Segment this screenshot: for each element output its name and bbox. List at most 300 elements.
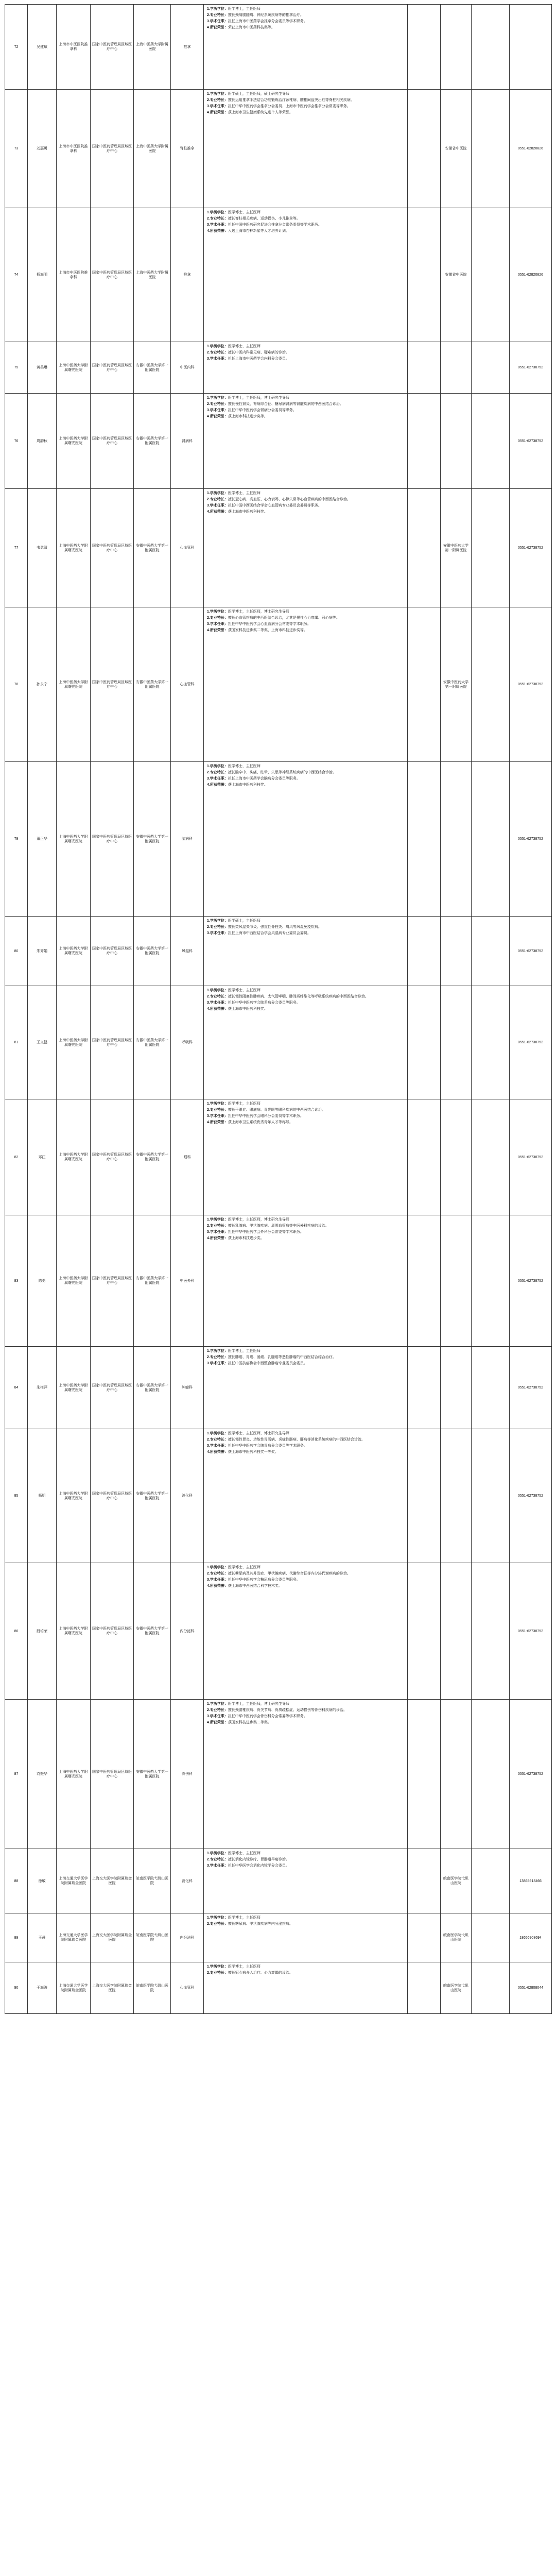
expert-name: 黄美琳: [28, 342, 57, 394]
host-hospital: 安徽中医药大学第一附属医院: [134, 1563, 171, 1700]
intro-line-key: 2.专业特长：: [207, 1224, 228, 1228]
intro-line-key: 1.学历学位：: [207, 1965, 228, 1969]
intro-line-value: 获上海市中医药科技奖。: [228, 783, 268, 787]
intro-line-key: 1.学历学位：: [207, 1432, 228, 1435]
visit-address: [472, 1700, 510, 1849]
intro-line-key: 3.学术任职：: [207, 1578, 228, 1582]
intro-line-value: 担任中华中医药学会眼科分会委员等学术职务。: [228, 1114, 304, 1118]
intro-line-value: 擅长颈肩腰腿痛、神经系统疾病等的推拿治疗。: [228, 13, 304, 17]
visit-place: 安徽中医药大学第一附属医院: [441, 607, 472, 762]
visit-time: [408, 342, 441, 394]
contact-phone: 0551-62808044: [510, 1962, 552, 2014]
intro-line: [207, 1851, 404, 1856]
table-row: [5, 342, 552, 394]
intro-line: [207, 1720, 404, 1725]
intro-line-key: 1.学历学位：: [207, 1218, 228, 1222]
expert-department: 上海交通大学医学院附属瑞金医院: [57, 1913, 91, 1962]
visit-time: [408, 1563, 441, 1700]
dispatch-unit: 国家中医药管理局区域医疗中心: [91, 1700, 134, 1849]
intro-line: [207, 1708, 404, 1713]
intro-line: [207, 13, 404, 18]
visit-time: [408, 1913, 441, 1962]
host-hospital: 上海中医药大学附属医院: [134, 90, 171, 208]
visit-place: 安徽省中医院: [441, 90, 472, 208]
row-number: 78: [5, 607, 28, 762]
intro-line-value: 医学博士，主任医师: [228, 1852, 260, 1855]
dispatch-unit: 国家中医药管理局区域医疗中心: [91, 607, 134, 762]
intro-line-value: 担任中华中医药学会推拿分会委员、上海市中医药学会推拿分会常委等职务。: [228, 105, 351, 108]
intro-line: [207, 98, 404, 103]
expert-department: 上海市中医医院推拿科: [57, 208, 91, 342]
intro-line: [207, 919, 404, 923]
intro-line-value: 擅长脊柱相关疾病、运动损伤、小儿推拿等。: [228, 217, 300, 221]
intro-line-key: 4.所获荣誉：: [207, 1236, 228, 1240]
intro-line-key: 3.学术任职：: [207, 931, 228, 935]
intro-line-value: 医学博士，主任医师: [228, 1349, 260, 1353]
expert-name: 陈勇: [28, 1215, 57, 1347]
expert-table: [5, 4, 552, 2014]
visit-address: [472, 1849, 510, 1913]
intro-line-value: 医学博士，主任医师: [228, 345, 260, 348]
specialty: 心血管科: [171, 1962, 204, 2014]
intro-line-key: 2.专业特长：: [207, 925, 228, 929]
dispatch-unit: 国家中医药管理局区域医疗中心: [91, 1215, 134, 1347]
intro-line-value: 医学硕士，主任医师: [228, 919, 260, 923]
table-row: [5, 90, 552, 208]
intro-line-value: 擅长消化内镜诊疗、胃肠道早癌诊治。: [228, 1858, 289, 1861]
intro-line-key: 2.专业特长：: [207, 13, 228, 17]
row-number: 84: [5, 1347, 28, 1429]
visit-time: [408, 917, 441, 986]
intro-line: [207, 931, 404, 936]
dispatch-unit: 国家中医药管理局区域医疗中心: [91, 5, 134, 90]
intro-line-key: 4.所获荣誉：: [207, 415, 228, 418]
expert-name: 朱梅萍: [28, 1347, 57, 1429]
intro-line: [207, 503, 404, 508]
intro-line-key: 2.专业特长：: [207, 498, 228, 501]
specialty: 中医外科: [171, 1215, 204, 1347]
intro-line: [207, 1971, 404, 1975]
intro-line: [207, 925, 404, 929]
visit-address: [472, 1962, 510, 2014]
intro-line: [207, 491, 404, 496]
host-hospital: 安徽中医药大学第一附属医院: [134, 1700, 171, 1849]
intro-line-value: 担任中国中医药研究促进会推拿分会常务委员等学术职务。: [228, 223, 322, 227]
intro-line: [207, 628, 404, 633]
expert-name: 王文健: [28, 986, 57, 1099]
contact-phone: 0551-62738752: [510, 917, 552, 986]
visit-time: [408, 986, 441, 1099]
visit-address: [472, 1429, 510, 1563]
intro-line: [207, 216, 404, 221]
table-row: [5, 762, 552, 917]
expert-intro: [204, 90, 408, 208]
intro-line-key: 3.学术任职：: [207, 1444, 228, 1448]
intro-line-value: 擅长乳腺病、甲状腺疾病、周围血管病等中医外科疾病的诊治。: [228, 1224, 329, 1228]
intro-line: [207, 1120, 404, 1125]
visit-time: [408, 90, 441, 208]
row-number: 90: [5, 1962, 28, 2014]
intro-line-value: 医学博士，主任医师: [228, 765, 260, 768]
intro-line-key: 1.学历学位：: [207, 1566, 228, 1569]
specialty: 内分泌科: [171, 1913, 204, 1962]
expert-department: 上海中医药大学附属曙光医院: [57, 1429, 91, 1563]
specialty: 脑病科: [171, 762, 204, 917]
visit-place: [441, 986, 472, 1099]
intro-line-value: 获上海市科技进步奖。: [228, 1236, 264, 1240]
visit-address: [472, 917, 510, 986]
expert-name: 袁振华: [28, 1700, 57, 1849]
expert-intro: [204, 394, 408, 489]
intro-line-key: 4.所获荣誉：: [207, 111, 228, 114]
intro-line: [207, 1224, 404, 1228]
visit-place: [441, 762, 472, 917]
dispatch-unit: 国家中医药管理局区域医疗中心: [91, 1099, 134, 1215]
expert-table-body: [5, 5, 552, 2014]
intro-line-value: 入选上海市杏林新星等人才培养计划。: [228, 229, 289, 233]
intro-line-key: 3.学术任职：: [207, 409, 228, 412]
intro-line-key: 2.专业特长：: [207, 217, 228, 221]
table-row: [5, 1099, 552, 1215]
expert-name: 吴建斌: [28, 5, 57, 90]
expert-intro: [204, 1429, 408, 1563]
intro-line: [207, 408, 404, 413]
intro-line-value: 医学博士，主任医师: [228, 1965, 260, 1969]
intro-line: [207, 994, 404, 999]
expert-name: 邓江: [28, 1099, 57, 1215]
intro-line: [207, 223, 404, 227]
intro-line-value: 医学博士，主任医师: [228, 1566, 260, 1569]
visit-time: [408, 1700, 441, 1849]
expert-intro: [204, 607, 408, 762]
host-hospital: 皖南医学院弋矶山医院: [134, 1962, 171, 2014]
expert-name: 刘惠勇: [28, 90, 57, 208]
intro-line: [207, 988, 404, 993]
intro-line-value: 担任上海市中医药学会内科分会委员。: [228, 357, 289, 361]
dispatch-unit: 国家中医药管理局区域医疗中心: [91, 208, 134, 342]
intro-line-value: 担任上海市中医药学会推拿分会委员等学术职务。: [228, 20, 307, 23]
intro-line: [207, 1108, 404, 1112]
intro-line-key: 1.学历学位：: [207, 1349, 228, 1353]
intro-line-key: 1.学历学位：: [207, 211, 228, 214]
contact-phone: 0551-62738752: [510, 986, 552, 1099]
intro-line-value: 擅长糖尿病及其并发症、甲状腺疾病、代谢综合征等内分泌代谢疾病的诊治。: [228, 1572, 351, 1575]
intro-line-value: 获上海市中医药科技奖。: [228, 1007, 268, 1011]
row-number: 81: [5, 986, 28, 1099]
intro-line-key: 1.学历学位：: [207, 919, 228, 923]
intro-line-key: 3.学术任职：: [207, 357, 228, 361]
visit-address: [472, 1215, 510, 1347]
intro-line-key: 2.专业特长：: [207, 771, 228, 774]
expert-intro: [204, 1849, 408, 1913]
intro-line-key: 3.学术任职：: [207, 622, 228, 626]
expert-department: 上海中医药大学附属曙光医院: [57, 1215, 91, 1347]
intro-line-key: 2.专业特长：: [207, 1858, 228, 1861]
intro-line-value: 擅长慢性肾炎、肾病综合征、糖尿病肾病等肾脏疾病的中西医结合诊治。: [228, 402, 343, 406]
visit-address: [472, 986, 510, 1099]
expert-name: 王晨: [28, 1913, 57, 1962]
visit-place: [441, 917, 472, 986]
intro-line: [207, 1565, 404, 1570]
expert-name: 殷培荣: [28, 1563, 57, 1700]
intro-line-key: 1.学历学位：: [207, 345, 228, 348]
expert-department: 上海中医药大学附属曙光医院: [57, 1700, 91, 1849]
visit-place: 安徽省中医院: [441, 208, 472, 342]
intro-line: [207, 1578, 404, 1582]
intro-line-key: 4.所获荣誉：: [207, 1450, 228, 1454]
contact-phone: 0551-62738752: [510, 1700, 552, 1849]
intro-line: [207, 1444, 404, 1448]
intro-line: [207, 350, 404, 355]
intro-line-value: 擅长糖尿病、甲状腺疾病等内分泌疾病。: [228, 1922, 293, 1926]
expert-name: 周韵秋: [28, 394, 57, 489]
expert-intro: [204, 1563, 408, 1700]
dispatch-unit: 国家中医药管理局区域医疗中心: [91, 342, 134, 394]
intro-line-key: 4.所获荣誉：: [207, 510, 228, 514]
intro-line-key: 2.专业特长：: [207, 98, 228, 102]
intro-line-key: 2.专业特长：: [207, 351, 228, 354]
expert-table-document: [5, 4, 551, 2014]
intro-line-key: 4.所获荣誉：: [207, 26, 228, 29]
expert-intro: [204, 5, 408, 90]
specialty: 脊柱推拿: [171, 90, 204, 208]
visit-time: [408, 208, 441, 342]
contact-phone: 0551-62738752: [510, 607, 552, 762]
expert-department: 上海中医药大学附属曙光医院: [57, 394, 91, 489]
row-number: 80: [5, 917, 28, 986]
row-number: 86: [5, 1563, 28, 1700]
expert-name: 于海涛: [28, 1962, 57, 2014]
row-number: 75: [5, 342, 28, 394]
intro-line-value: 医学硕士，主任医师，硕士研究生导师: [228, 92, 289, 96]
contact-phone: 0551-62738752: [510, 489, 552, 607]
specialty: 心血管科: [171, 607, 204, 762]
visit-time: [408, 394, 441, 489]
expert-intro: [204, 342, 408, 394]
specialty: 眼科: [171, 1099, 204, 1215]
row-number: 77: [5, 489, 28, 607]
intro-line-value: 医学博士，主任医师: [228, 989, 260, 992]
intro-line-key: 1.学历学位：: [207, 1852, 228, 1855]
intro-line-value: 擅长冠心病介入治疗、心力衰竭的诊治。: [228, 1971, 293, 1975]
specialty: 内分泌科: [171, 1563, 204, 1700]
intro-line: [207, 414, 404, 419]
visit-place: [441, 1099, 472, 1215]
contact-phone: 0551-62738752: [510, 1215, 552, 1347]
visit-time: [408, 1849, 441, 1913]
row-number: 83: [5, 1215, 28, 1347]
host-hospital: 安徽中医药大学第一附属医院: [134, 986, 171, 1099]
table-row: [5, 208, 552, 342]
intro-line-key: 1.学历学位：: [207, 396, 228, 400]
intro-line: [207, 510, 404, 514]
intro-line-value: 擅长心血管疾病的中西医结合诊治，尤其是慢性心力衰竭、冠心病等。: [228, 616, 340, 620]
intro-line-value: 擅长慢性阻塞性肺疾病、支气管哮喘、肺间质纤维化等呼吸系统疾病的中西医结合诊治。: [228, 995, 369, 998]
intro-line: [207, 1431, 404, 1436]
intro-line: [207, 1001, 404, 1005]
dispatch-unit: 国家中医药管理局区域医疗中心: [91, 1347, 134, 1429]
expert-department: 上海市中医医院推拿科: [57, 90, 91, 208]
expert-department: 上海中医药大学附属曙光医院: [57, 1347, 91, 1429]
intro-line-value: 担任中华中医药学会肾病分会委员等职务。: [228, 409, 297, 412]
intro-line: [207, 622, 404, 626]
host-hospital: 安徽中医药大学第一附属医院: [134, 394, 171, 489]
host-hospital: 安徽中医药大学第一附属医院: [134, 917, 171, 986]
intro-line: [207, 1584, 404, 1588]
expert-department: 上海市中医医院推拿科: [57, 5, 91, 90]
intro-line-value: 擅长慢性胃炎、功能性胃肠病、炎症性肠病、肝病等消化系统疾病的中西医结合诊治。: [228, 1438, 365, 1442]
visit-time: [408, 1215, 441, 1347]
intro-line: [207, 1857, 404, 1862]
intro-line: [207, 1236, 404, 1241]
table-row: [5, 1347, 552, 1429]
intro-line-value: 担任中华中医药学会脾胃病分会委员等学术职务。: [228, 1444, 307, 1448]
intro-line: [207, 25, 404, 30]
intro-line-value: 获上海市科技进步奖等。: [228, 415, 268, 418]
intro-line-key: 3.学术任职：: [207, 223, 228, 227]
intro-line: [207, 1702, 404, 1706]
table-row: [5, 1215, 552, 1347]
host-hospital: 安徽中医药大学第一附属医院: [134, 342, 171, 394]
intro-line: [207, 1361, 404, 1366]
specialty: 肿瘤科: [171, 1347, 204, 1429]
intro-line-value: 担任中华中医药学会糖尿病分会委员等职务。: [228, 1578, 300, 1582]
visit-address: [472, 762, 510, 917]
dispatch-unit: 国家中医药管理局区域医疗中心: [91, 1429, 134, 1563]
intro-line: [207, 1437, 404, 1442]
table-row: [5, 1429, 552, 1563]
dispatch-unit: 国家中医药管理局区域医疗中心: [91, 762, 134, 917]
table-row: [5, 917, 552, 986]
specialty: 推拿: [171, 208, 204, 342]
intro-line-value: 担任中国中西医结合学会心血管病专业委员会委员等职务。: [228, 504, 322, 507]
visit-address: [472, 394, 510, 489]
intro-line-key: 2.专业特长：: [207, 402, 228, 406]
row-number: 85: [5, 1429, 28, 1563]
table-row: [5, 1913, 552, 1962]
host-hospital: 安徽中医药大学第一附属医院: [134, 1099, 171, 1215]
table-row: [5, 1849, 552, 1913]
intro-line: [207, 616, 404, 620]
expert-department: 上海中医药大学附属曙光医院: [57, 1099, 91, 1215]
visit-time: [408, 5, 441, 90]
intro-line-value: 医学博士，主任医师，博士研究生导师: [228, 1218, 289, 1222]
visit-address: [472, 342, 510, 394]
intro-line-value: 医学博士，主任医师: [228, 7, 260, 11]
table-row: [5, 489, 552, 607]
specialty: 骨伤科: [171, 1700, 204, 1849]
contact-phone: 0551-62738752: [510, 1099, 552, 1215]
intro-line-key: 1.学历学位：: [207, 989, 228, 992]
expert-department: 上海交通大学医学院附属瑞金医院: [57, 1849, 91, 1913]
intro-line: [207, 1101, 404, 1106]
contact-phone: 18656908694: [510, 1913, 552, 1962]
visit-place: 皖南医学院弋矶山医院: [441, 1849, 472, 1913]
intro-line-key: 3.学术任职：: [207, 1715, 228, 1718]
specialty: 消化科: [171, 1849, 204, 1913]
expert-name: 朱秀娟: [28, 917, 57, 986]
specialty: 呼吸科: [171, 986, 204, 1099]
intro-line-key: 3.学术任职：: [207, 1114, 228, 1118]
dispatch-unit: 国家中医药管理局区域医疗中心: [91, 489, 134, 607]
intro-line: [207, 497, 404, 502]
intro-line-value: 擅长冠心病、高血压、心力衰竭、心律失常等心血管疾病的中西医结合诊治。: [228, 498, 351, 501]
intro-line-key: 3.学术任职：: [207, 105, 228, 108]
intro-line-value: 医学博士，主任医师，博士研究生导师: [228, 610, 289, 614]
visit-place: [441, 1429, 472, 1563]
intro-line: [207, 1355, 404, 1360]
intro-line-key: 2.专业特长：: [207, 1708, 228, 1712]
intro-line-value: 擅长颈腰椎疾病、骨关节病、骨质疏松症、运动损伤等骨伤科疾病的诊治。: [228, 1708, 347, 1712]
visit-place: 皖南医学院弋矶山医院: [441, 1913, 472, 1962]
intro-line-value: 担任中华中医药学会骨伤科分会常委等学术职务。: [228, 1715, 307, 1718]
expert-department: 上海中医药大学附属曙光医院: [57, 342, 91, 394]
visit-place: [441, 342, 472, 394]
row-number: 76: [5, 394, 28, 489]
intro-line: [207, 110, 404, 115]
intro-line: [207, 402, 404, 406]
expert-department: 上海中医药大学附属曙光医院: [57, 986, 91, 1099]
host-hospital: 安徽中医药大学第一附属医院: [134, 1347, 171, 1429]
intro-line-value: 担任上海市中医药学会脑病分会委员等职务。: [228, 777, 300, 781]
intro-line: [207, 92, 404, 96]
contact-phone: 0551-62738752: [510, 394, 552, 489]
host-hospital: 安徽中医药大学第一附属医院: [134, 762, 171, 917]
visit-place: [441, 394, 472, 489]
host-hospital: 上海中医药大学附属医院: [134, 208, 171, 342]
intro-line-key: 4.所获荣誉：: [207, 1721, 228, 1724]
intro-line: [207, 1863, 404, 1868]
table-row: [5, 607, 552, 762]
table-row: [5, 1962, 552, 2014]
intro-line-key: 3.学术任职：: [207, 1362, 228, 1365]
intro-line-value: 担任中华医学会消化内镜学分会委员。: [228, 1864, 289, 1868]
row-number: 73: [5, 90, 28, 208]
specialty: 消化科: [171, 1429, 204, 1563]
dispatch-unit: 上海交大医学院附属瑞金医院: [91, 1913, 134, 1962]
intro-line-key: 1.学历学位：: [207, 492, 228, 495]
row-number: 88: [5, 1849, 28, 1913]
visit-time: [408, 762, 441, 917]
table-row: [5, 1563, 552, 1700]
intro-line: [207, 1964, 404, 1969]
expert-department: 上海中医药大学附属曙光医院: [57, 917, 91, 986]
intro-line-value: 医学博士，主任医师: [228, 211, 260, 214]
visit-address: [472, 208, 510, 342]
row-number: 89: [5, 1913, 28, 1962]
intro-line-key: 1.学历学位：: [207, 610, 228, 614]
contact-phone: 0551-62738752: [510, 1347, 552, 1429]
visit-time: [408, 489, 441, 607]
table-row: [5, 394, 552, 489]
expert-intro: [204, 1215, 408, 1347]
specialty: 风湿科: [171, 917, 204, 986]
intro-line-key: 2.专业特长：: [207, 995, 228, 998]
visit-place: [441, 1215, 472, 1347]
intro-line-key: 3.学术任职：: [207, 20, 228, 23]
table-row: [5, 5, 552, 90]
expert-intro: [204, 917, 408, 986]
expert-department: 上海交通大学医学院附属瑞金医院: [57, 1962, 91, 2014]
visit-address: [472, 5, 510, 90]
visit-place: 皖南医学院弋矶山医院: [441, 1962, 472, 2014]
intro-line-value: 获上海市中医药科技奖。: [228, 510, 268, 514]
expert-intro: [204, 1099, 408, 1215]
intro-line: [207, 1571, 404, 1576]
contact-phone: 0551-62738752: [510, 762, 552, 917]
intro-line: [207, 1114, 404, 1118]
expert-intro: [204, 489, 408, 607]
